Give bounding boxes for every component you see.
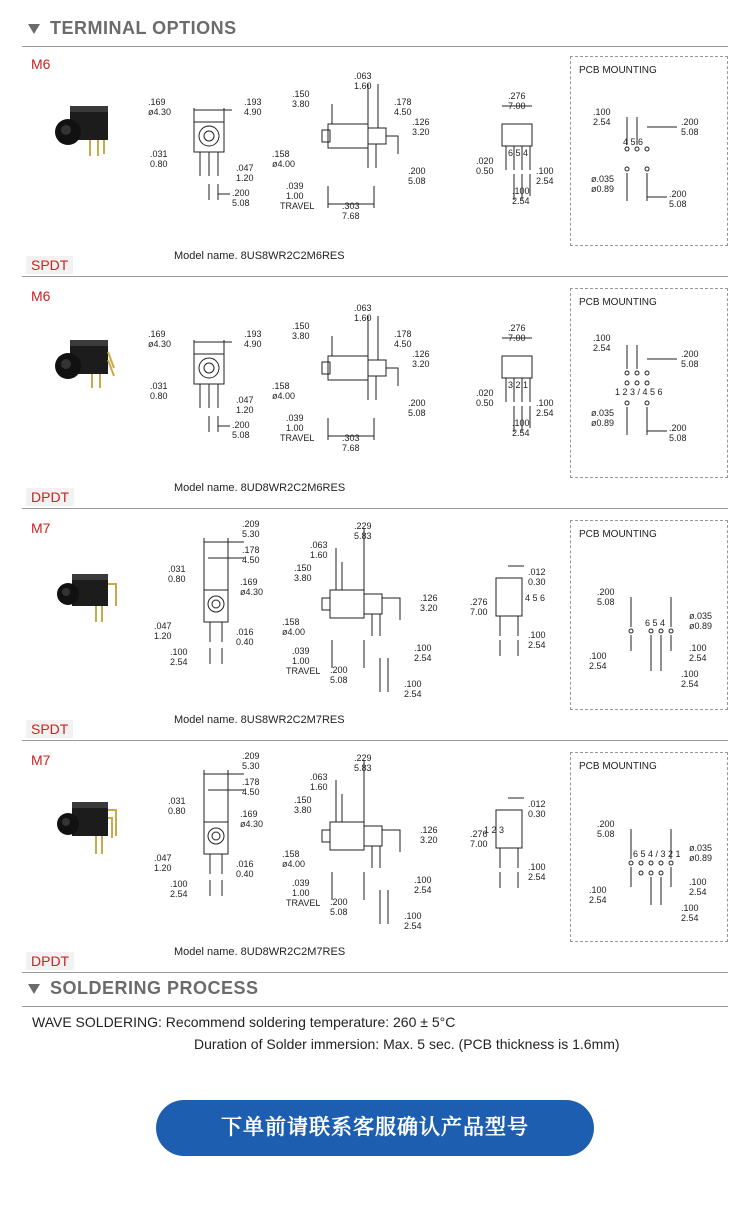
- pcb-footprint-drawing: [571, 57, 727, 245]
- dim-label: 3.20: [420, 835, 438, 845]
- dim-label: 3.20: [420, 603, 438, 613]
- dim-label: ø.035: [689, 843, 713, 853]
- dim-label: 2.54: [528, 872, 546, 882]
- dim-label: ø4.30: [240, 819, 264, 829]
- dim-label: .100: [528, 630, 546, 640]
- dim-label: 2.54: [170, 889, 188, 899]
- pcb-mounting-box: [570, 752, 728, 942]
- terminal-options-header: [22, 16, 728, 47]
- dim-label: ø4.00: [282, 627, 306, 637]
- dim-label: 5.08: [408, 176, 426, 186]
- dim-label: .229: [354, 753, 372, 763]
- dim-label: 1.20: [236, 405, 254, 415]
- dim-label: TRAVEL: [286, 898, 321, 908]
- dim-label: 1.60: [354, 313, 372, 323]
- dim-label: 4.50: [242, 555, 260, 565]
- dim-label: 0.50: [476, 166, 494, 176]
- dim-label: 0.80: [168, 806, 186, 816]
- model-name: Model name. 8US8WR2C2M6RES: [174, 250, 345, 262]
- dim-label: .126: [412, 117, 430, 127]
- dim-label: .150: [294, 563, 312, 573]
- dim-label: .193: [244, 329, 262, 339]
- model-name: Model name. 8UD8WR2C2M7RES: [174, 946, 346, 958]
- dim-label: .169: [148, 329, 166, 339]
- dim-label: .200: [681, 349, 699, 359]
- pin-numbers: 1 2 3: [484, 825, 505, 835]
- dim-label: .158: [282, 617, 300, 627]
- dim-label: 2.54: [536, 408, 554, 418]
- dimension-drawing: [132, 276, 572, 508]
- dim-label: .200: [669, 189, 687, 199]
- dim-label: 2.54: [689, 653, 707, 663]
- dim-label: .100: [536, 398, 554, 408]
- dim-label: .100: [536, 166, 554, 176]
- model-name: Model name. 8UD8WR2C2M6RES: [174, 482, 346, 494]
- pcb-mounting-box: [570, 56, 728, 246]
- dim-label: .126: [412, 349, 430, 359]
- dim-label: 4.50: [242, 787, 260, 797]
- dim-label: .100: [404, 679, 422, 689]
- dim-label: .100: [593, 333, 611, 343]
- dim-label: 1.20: [154, 863, 172, 873]
- pcb-title: PCB MOUNTING: [579, 761, 657, 772]
- dim-label: .039: [292, 646, 310, 656]
- dim-label: .276: [470, 597, 488, 607]
- pin-numbers: 4 5 6: [525, 593, 546, 603]
- dim-label: 1.00: [292, 656, 310, 666]
- dim-label: 5.08: [232, 198, 250, 208]
- dim-label: .100: [170, 647, 188, 657]
- terminal-row-m6-dpdt: [22, 276, 728, 509]
- dim-label: 2.54: [589, 895, 607, 905]
- variant-label: M7: [31, 520, 51, 536]
- pcb-mounting-box: [570, 520, 728, 710]
- dim-label: 1.00: [286, 423, 304, 433]
- switch-photo: [48, 792, 118, 862]
- model-name: Model name. 8US8WR2C2M7RES: [174, 714, 345, 726]
- dim-label: 1.20: [236, 173, 254, 183]
- dim-label: 2.54: [681, 679, 699, 689]
- dim-label: 5.08: [669, 199, 687, 209]
- soldering-temperature: WAVE SOLDERING: Recommend soldering temperature: 260 ± 5°C: [32, 1014, 456, 1030]
- dim-label: .200: [408, 398, 426, 408]
- dim-label: .158: [272, 381, 290, 391]
- dim-label: .100: [689, 643, 707, 653]
- dim-label: 4.50: [394, 107, 412, 117]
- dim-label: .016: [236, 859, 254, 869]
- dim-label: .126: [420, 825, 438, 835]
- dim-label: 2.54: [681, 913, 699, 923]
- dim-label: .031: [150, 381, 168, 391]
- pcb-title: PCB MOUNTING: [579, 65, 657, 76]
- terminal-row-m7-spdt: [22, 508, 728, 741]
- dim-label: .303: [342, 201, 360, 211]
- dim-label: .276: [508, 323, 526, 333]
- dim-label: .126: [420, 593, 438, 603]
- pcb-title: PCB MOUNTING: [579, 297, 657, 308]
- switch-photo: [48, 96, 118, 166]
- pcb-footprint-drawing: [571, 753, 727, 941]
- switch-photo: [48, 328, 118, 398]
- dim-label: TRAVEL: [280, 201, 315, 211]
- dim-label: 1.60: [310, 782, 328, 792]
- dim-label: 7.00: [508, 101, 526, 111]
- dim-label: .200: [597, 587, 615, 597]
- dim-label: 1.60: [310, 550, 328, 560]
- dim-label: 2.54: [689, 887, 707, 897]
- dim-label: 2.54: [512, 196, 530, 206]
- dim-label: .229: [354, 521, 372, 531]
- dim-label: .031: [168, 796, 186, 806]
- pole-type-badge: DPDT: [26, 952, 74, 970]
- dim-label: .100: [170, 879, 188, 889]
- dim-label: .039: [292, 878, 310, 888]
- dim-label: .100: [593, 107, 611, 117]
- dim-label: ø4.00: [282, 859, 306, 869]
- dim-label: 2.54: [414, 885, 432, 895]
- dim-label: .150: [292, 89, 310, 99]
- dim-label: ø4.00: [272, 159, 296, 169]
- pole-type-badge: SPDT: [26, 256, 73, 274]
- dim-label: 4.90: [244, 339, 262, 349]
- dim-label: 7.68: [342, 211, 360, 221]
- dim-label: .200: [408, 166, 426, 176]
- dim-label: 5.08: [681, 359, 699, 369]
- dim-label: .047: [154, 853, 172, 863]
- section-title: TERMINAL OPTIONS: [50, 18, 237, 38]
- dim-label: 5.08: [597, 829, 615, 839]
- dim-label: 5.30: [242, 761, 260, 771]
- dimension-drawing: [132, 44, 572, 276]
- dim-label: 7.00: [508, 333, 526, 343]
- dim-label: .169: [240, 809, 258, 819]
- dim-label: 1.20: [154, 631, 172, 641]
- dim-label: 2.54: [593, 343, 611, 353]
- dim-label: .276: [470, 829, 488, 839]
- dim-label: .063: [310, 772, 328, 782]
- dim-label: .178: [394, 97, 412, 107]
- dim-label: ø4.30: [148, 107, 172, 117]
- triangle-down-icon: [28, 984, 40, 994]
- dim-label: 5.08: [669, 433, 687, 443]
- dim-label: .016: [236, 627, 254, 637]
- dim-label: 1.00: [292, 888, 310, 898]
- dimension-drawing: [132, 740, 572, 972]
- dim-label: .020: [476, 156, 494, 166]
- dim-label: 0.80: [168, 574, 186, 584]
- dim-label: 3.20: [412, 359, 430, 369]
- triangle-down-icon: [28, 24, 40, 34]
- dim-label: .150: [294, 795, 312, 805]
- pin-numbers: 6 5 4: [645, 618, 666, 628]
- switch-photo: [48, 560, 118, 630]
- dim-label: .100: [689, 877, 707, 887]
- dim-label: .047: [236, 395, 254, 405]
- terminal-row-m6-spdt: [22, 44, 728, 277]
- dim-label: 5.08: [330, 675, 348, 685]
- variant-label: M6: [31, 56, 51, 72]
- dim-label: 2.54: [589, 661, 607, 671]
- dim-label: ø.035: [689, 611, 713, 621]
- dim-label: .047: [154, 621, 172, 631]
- dim-label: 0.40: [236, 637, 254, 647]
- pole-type-badge: DPDT: [26, 488, 74, 506]
- dim-label: .012: [528, 567, 546, 577]
- dim-label: 5.08: [597, 597, 615, 607]
- dim-label: 2.54: [528, 640, 546, 650]
- dim-label: 2.54: [404, 921, 422, 931]
- dim-label: .031: [150, 149, 168, 159]
- soldering-process-header: [22, 976, 728, 1007]
- dim-label: .169: [240, 577, 258, 587]
- dim-label: ø.035: [591, 408, 615, 418]
- dim-label: 0.30: [528, 809, 546, 819]
- dim-label: .178: [394, 329, 412, 339]
- dim-label: 5.83: [354, 531, 372, 541]
- dim-label: 7.00: [470, 839, 488, 849]
- dim-label: .100: [512, 418, 530, 428]
- dim-label: .100: [589, 885, 607, 895]
- dim-label: .200: [597, 819, 615, 829]
- dim-label: 3.20: [412, 127, 430, 137]
- dim-label: .178: [242, 777, 260, 787]
- dim-label: .169: [148, 97, 166, 107]
- dim-label: 2.54: [593, 117, 611, 127]
- dim-label: 0.50: [476, 398, 494, 408]
- dim-label: 4.50: [394, 339, 412, 349]
- dim-label: .039: [286, 181, 304, 191]
- dim-label: .178: [242, 545, 260, 555]
- dim-label: 2.54: [170, 657, 188, 667]
- dim-label: 3.80: [292, 331, 310, 341]
- dim-label: ø4.30: [240, 587, 264, 597]
- variant-label: M7: [31, 752, 51, 768]
- dim-label: .303: [342, 433, 360, 443]
- dim-label: .012: [528, 799, 546, 809]
- dim-label: 3.80: [294, 573, 312, 583]
- dim-label: 1.00: [286, 191, 304, 201]
- dimension-drawing: [132, 508, 572, 740]
- dim-label: .100: [681, 903, 699, 913]
- dim-label: .063: [310, 540, 328, 550]
- dim-label: .100: [512, 186, 530, 196]
- dim-label: 5.30: [242, 529, 260, 539]
- dim-label: .100: [681, 669, 699, 679]
- dim-label: 2.54: [404, 689, 422, 699]
- dim-label: .276: [508, 91, 526, 101]
- pin-numbers: 1 2 3 / 4 5 6: [615, 387, 663, 397]
- dim-label: .158: [272, 149, 290, 159]
- dim-label: 4.90: [244, 107, 262, 117]
- dim-label: .031: [168, 564, 186, 574]
- dim-label: 5.08: [408, 408, 426, 418]
- dim-label: .063: [354, 303, 372, 313]
- dim-label: TRAVEL: [286, 666, 321, 676]
- dim-label: .200: [232, 188, 250, 198]
- dim-label: 0.80: [150, 391, 168, 401]
- dim-label: 1.60: [354, 81, 372, 91]
- dim-label: TRAVEL: [280, 433, 315, 443]
- dim-label: 5.83: [354, 763, 372, 773]
- pcb-title: PCB MOUNTING: [579, 529, 657, 540]
- dim-label: 7.68: [342, 443, 360, 453]
- dim-label: .150: [292, 321, 310, 331]
- section-title: SOLDERING PROCESS: [50, 978, 259, 998]
- pole-type-badge: SPDT: [26, 720, 73, 738]
- dim-label: .200: [330, 897, 348, 907]
- dim-label: 2.54: [536, 176, 554, 186]
- dim-label: .158: [282, 849, 300, 859]
- dim-label: ø0.89: [689, 853, 713, 863]
- dim-label: ø0.89: [591, 418, 615, 428]
- variant-label: M6: [31, 288, 51, 304]
- dim-label: .209: [242, 751, 260, 761]
- dim-label: .100: [414, 643, 432, 653]
- dim-label: ø0.89: [689, 621, 713, 631]
- dim-label: 5.08: [232, 430, 250, 440]
- soldering-duration: Duration of Solder immersion: Max. 5 sec. (PCB thickness is 1.6mm): [194, 1036, 620, 1052]
- dim-label: .039: [286, 413, 304, 423]
- dim-label: .200: [681, 117, 699, 127]
- dim-label: .100: [528, 862, 546, 872]
- dim-label: ø4.00: [272, 391, 296, 401]
- dim-label: 3.80: [294, 805, 312, 815]
- dim-label: .200: [330, 665, 348, 675]
- contact-service-button[interactable]: 下单前请联系客服确认产品型号: [156, 1100, 594, 1156]
- dim-label: .063: [354, 71, 372, 81]
- pin-numbers: 4 5 6: [623, 137, 644, 147]
- pcb-footprint-drawing: [571, 521, 727, 709]
- pin-numbers: 3 2 1: [508, 380, 529, 390]
- dim-label: ø0.89: [591, 184, 615, 194]
- pcb-mounting-box: [570, 288, 728, 478]
- dim-label: 0.80: [150, 159, 168, 169]
- dim-label: 7.00: [470, 607, 488, 617]
- pin-numbers: 6 5 4 / 3 2 1: [633, 849, 681, 859]
- dim-label: 0.30: [528, 577, 546, 587]
- dim-label: .200: [669, 423, 687, 433]
- dim-label: .047: [236, 163, 254, 173]
- dim-label: .193: [244, 97, 262, 107]
- pcb-footprint-drawing: [571, 289, 727, 477]
- dim-label: 3.80: [292, 99, 310, 109]
- dim-label: ø.035: [591, 174, 615, 184]
- dim-label: .209: [242, 519, 260, 529]
- dim-label: ø4.30: [148, 339, 172, 349]
- dim-label: .100: [414, 875, 432, 885]
- dim-label: .100: [404, 911, 422, 921]
- dim-label: .200: [232, 420, 250, 430]
- dim-label: 0.40: [236, 869, 254, 879]
- dim-label: 2.54: [414, 653, 432, 663]
- terminal-row-m7-dpdt: [22, 740, 728, 973]
- dim-label: .020: [476, 388, 494, 398]
- pin-numbers: 6 5 4: [508, 148, 529, 158]
- dim-label: 5.08: [681, 127, 699, 137]
- dim-label: 5.08: [330, 907, 348, 917]
- dim-label: 2.54: [512, 428, 530, 438]
- dim-label: .100: [589, 651, 607, 661]
